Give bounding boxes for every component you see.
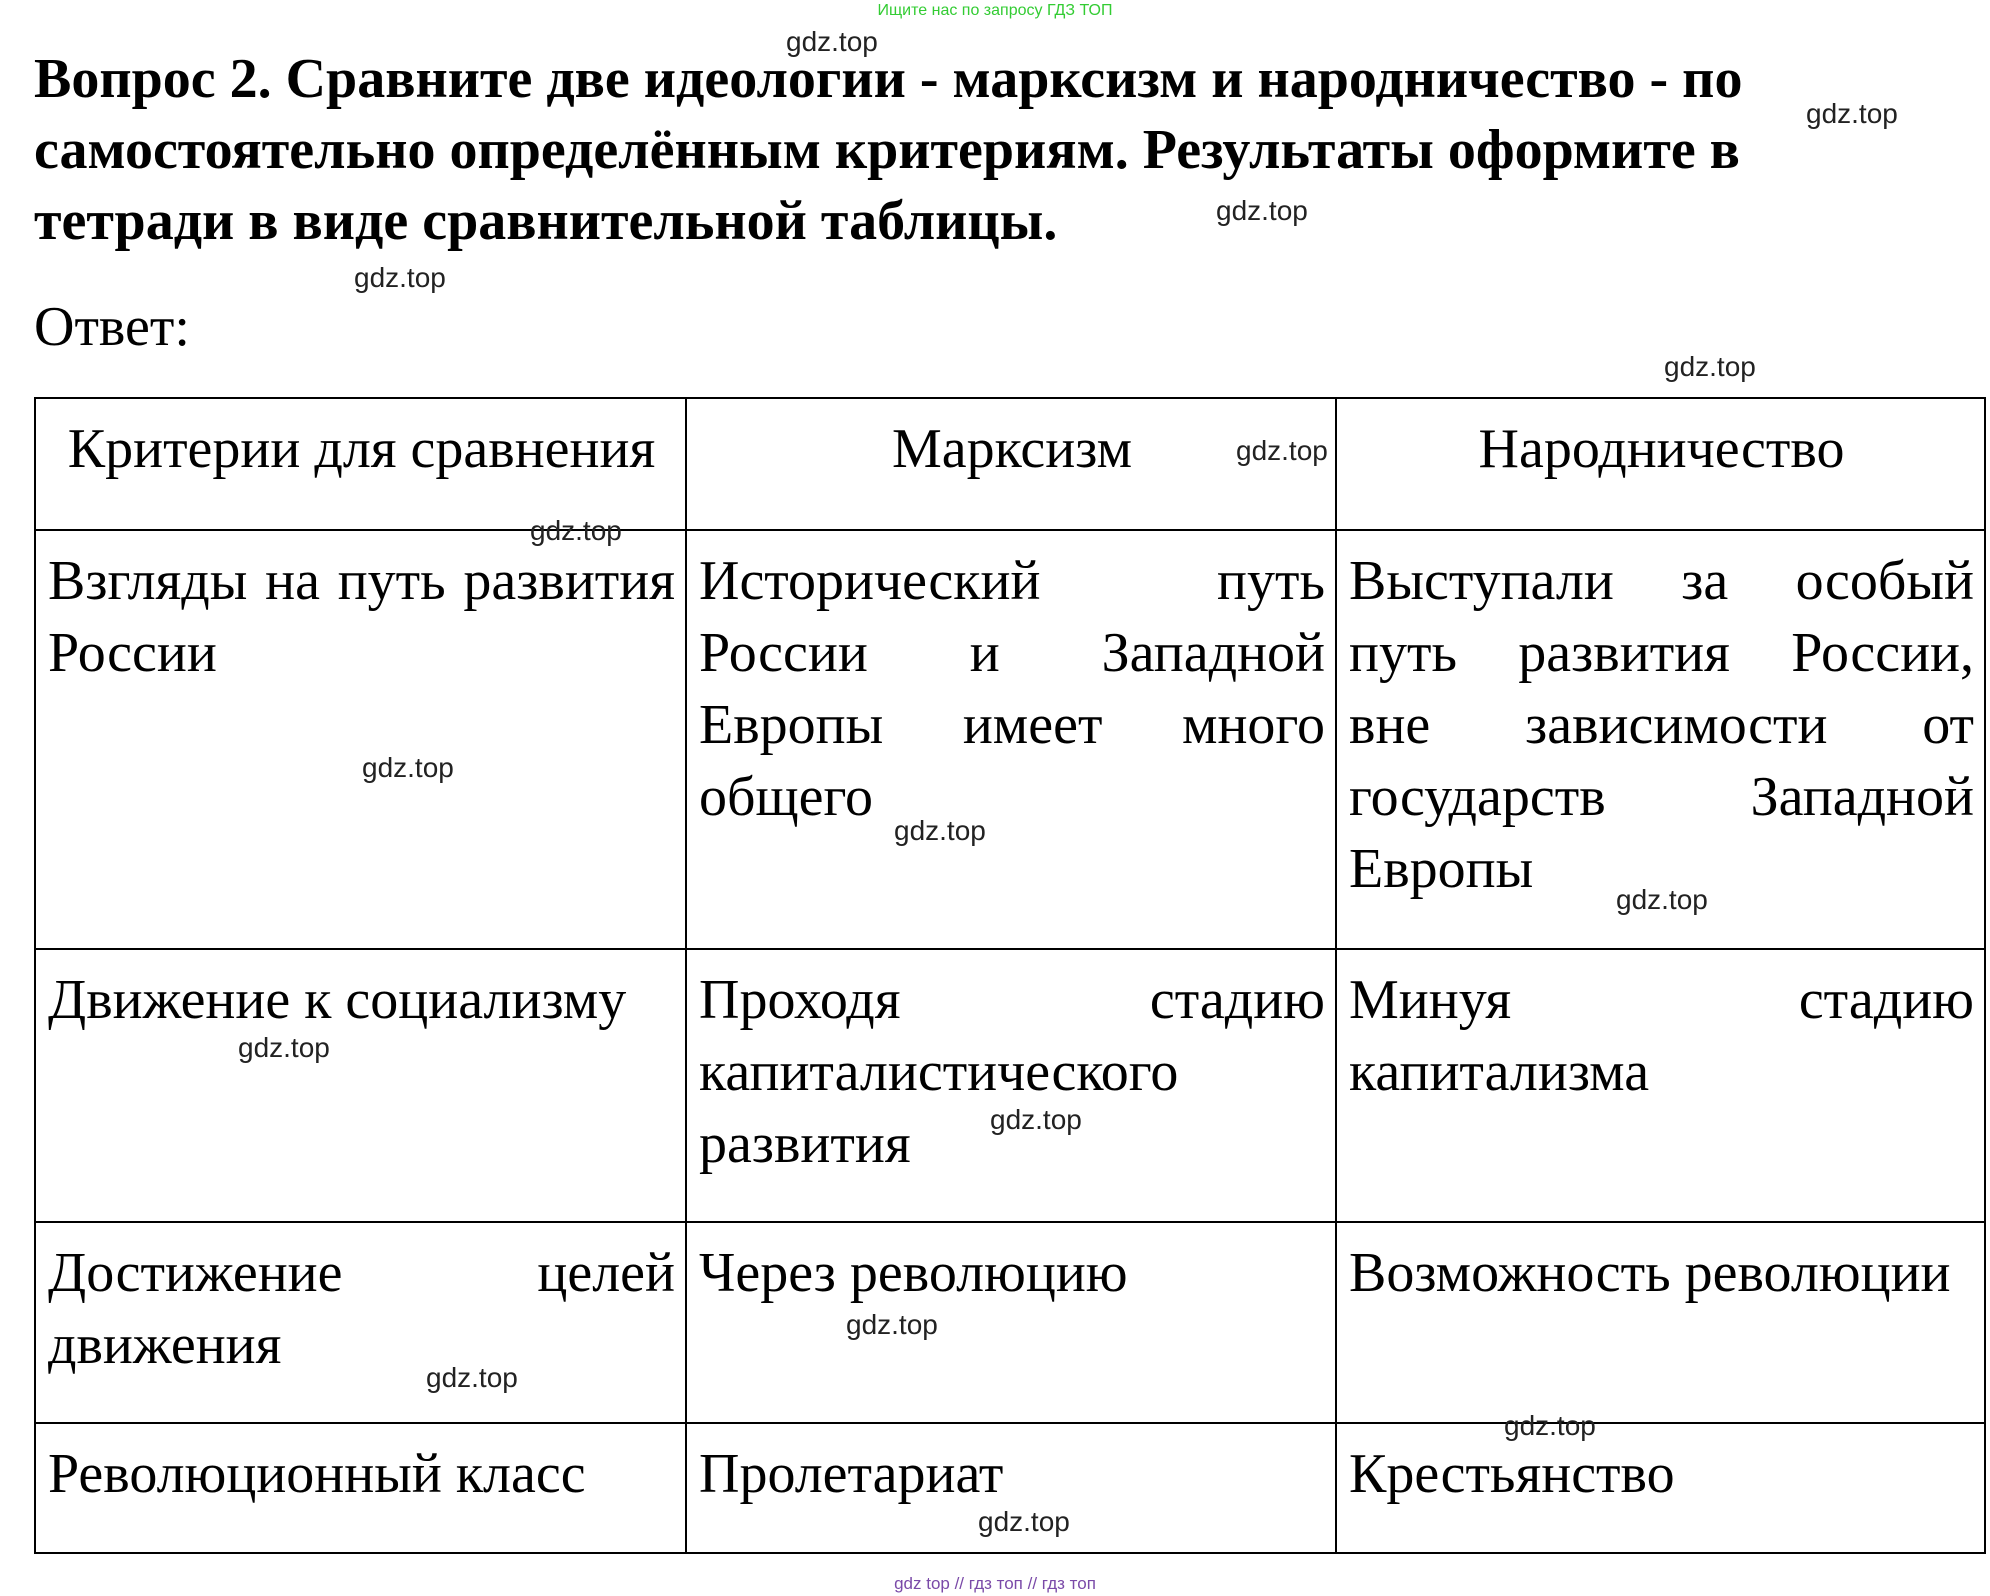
watermark: gdz.top <box>978 1506 1070 1537</box>
watermark: gdz.top <box>362 752 454 783</box>
criteria-cell: Революционный класс <box>35 1423 686 1553</box>
marxism-cell: Через революцию <box>686 1222 1336 1423</box>
watermark: gdz.top <box>846 1309 938 1340</box>
watermark: gdz.top <box>1664 351 1756 382</box>
criteria-cell: Движение к социализму <box>35 949 686 1222</box>
narodnichestvo-cell: Возможность революции <box>1336 1222 1985 1423</box>
narodnichestvo-cell: Выступали за особый путь развития России, вне зависимости от государств Западной Европы <box>1336 530 1985 949</box>
answer-label: Ответ: <box>34 296 190 358</box>
table-row <box>35 1222 1985 1423</box>
watermark: gdz.top <box>1216 195 1308 226</box>
header-narodnichestvo: Народничество <box>1336 398 1985 530</box>
header-marxism: Марксизм <box>686 398 1336 530</box>
watermark: gdz.top <box>1236 435 1328 466</box>
narodnichestvo-cell: Крестьянство <box>1336 1423 1985 1553</box>
criteria-cell: Взгляды на путь развития России <box>35 530 686 949</box>
footer-text: gdz top // гдз топ // гдз топ <box>894 1574 1096 1593</box>
criteria-cell: Достижение целей движения <box>35 1222 686 1423</box>
watermark: gdz.top <box>238 1032 330 1063</box>
top-promo-text: Ищите нас по запросу ГДЗ ТОП <box>877 2 1113 19</box>
watermark: gdz.top <box>1504 1410 1596 1441</box>
marxism-cell: Исторический путь России и Западной Европы имеет много общего <box>686 530 1336 949</box>
marxism-cell: Пролетариат <box>686 1423 1336 1553</box>
header-criteria: Критерии для сравнения <box>35 398 686 530</box>
narodnichestvo-cell: Минуя стадию капитализма <box>1336 949 1985 1222</box>
watermark: gdz.top <box>894 815 986 846</box>
table-row <box>35 949 1985 1222</box>
watermark: gdz.top <box>426 1362 518 1393</box>
watermark: gdz.top <box>1616 884 1708 915</box>
marxism-cell: Проходя стадию капиталистического развития <box>686 949 1336 1222</box>
table-header-row <box>35 398 1985 530</box>
watermark: gdz.top <box>1806 98 1898 129</box>
watermark: gdz.top <box>354 262 446 293</box>
comparison-table <box>34 397 1986 1554</box>
question-text: Вопрос 2. Сравните две идеологии - марксизм и народничество - по самостоятельно определённым критериям. Результаты оформите в тетради в виде сравнительной таблицы. <box>34 48 1743 252</box>
watermark: gdz.top <box>786 26 878 57</box>
watermark: gdz.top <box>990 1104 1082 1135</box>
watermark: gdz.top <box>530 515 622 546</box>
